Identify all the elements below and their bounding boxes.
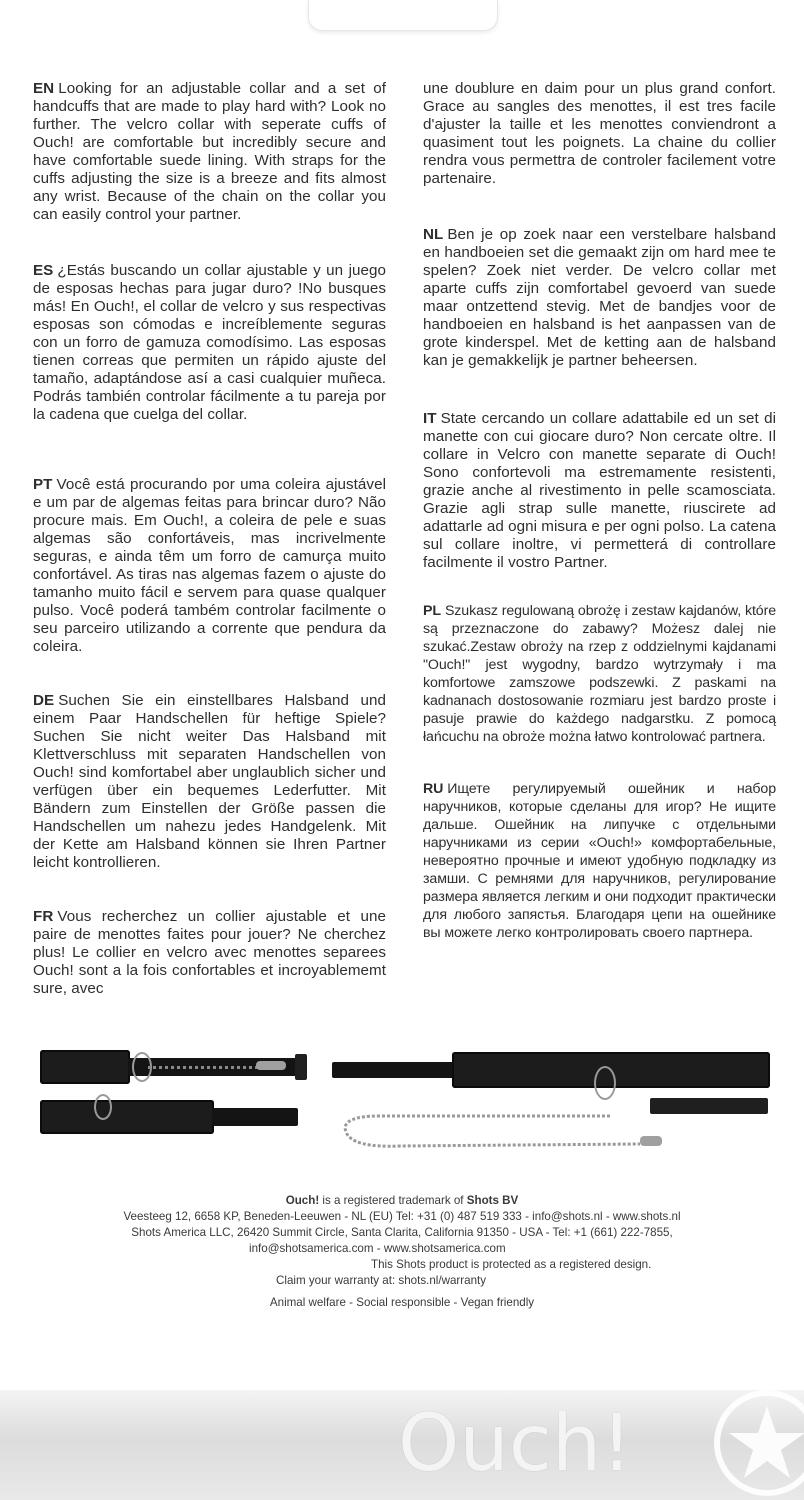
- description-de-text: Suchen Sie ein einstellbares Halsband und einem Paar Handschellen für heftige Spiele? Suchen Sie nicht weiter Das Halsband mit Klettverschluss mit separaten Handschellen von Ouch! sind komfortabel aber unglaublich sicher und verfügen über ein bequemes Lederfutter. Mit Bändern zum Einstellen der Größe passen die Handschellen um nahezu jedes Handgelenk. Mit der Kette am Halsband können sie Ihren Partner leicht kontrollieren.: [33, 692, 386, 871]
- trademark-line: [0, 1193, 804, 1209]
- cuff-strap-bottom: [212, 1108, 298, 1126]
- top-tab: [308, 0, 498, 31]
- welfare-statement: Animal welfare - Social responsible - Vegan friendly: [269, 1296, 535, 1309]
- description-pl: [423, 602, 776, 746]
- trademark-brand: Ouch!: [285, 1194, 320, 1207]
- brand-logo: Ouch!: [398, 1399, 633, 1489]
- description-nl-text: Ben je op zoek naar een verstelbare halsband en handboeien set die gemaakt zijn om hard mee te spelen? Zoek niet verder. De velcro collar met aparte cuffs zijn comfortabel gevoerd van suede maar ontzettend stevig. Met de bandjes voor de handboeien en halsband is het aanpassen van de grote kinderspel. Met de ketting aan de halsband kan je gemakkelijk je partner beheersen.: [423, 226, 776, 369]
- lang-code-en: EN: [33, 80, 55, 97]
- leash-clip: [640, 1136, 662, 1146]
- lang-code-fr: FR: [33, 908, 54, 925]
- trademark-middle: is a registered trademark of: [319, 1194, 467, 1207]
- description-en: [33, 80, 386, 224]
- description-fr-continued-text: une doublure en daim pour un plus grand confort. Grace au sangles des menottes, il est tres facile d'ajuster la taille et les menottes conviendront a quasiment tout les poignets. La chaine du collier rendra vous permettra de controler facilement votre partenaire.: [423, 80, 776, 187]
- collar-ring: [594, 1066, 616, 1100]
- description-nl: [423, 226, 776, 370]
- lang-code-it: IT: [423, 410, 437, 427]
- description-fr-continued: [423, 80, 776, 188]
- leash-handle: [650, 1098, 768, 1114]
- cuff-clip: [256, 1061, 286, 1070]
- lang-code-pl: PL: [423, 603, 441, 619]
- description-fr: [33, 908, 386, 998]
- description-fr-text: Vous recherchez un collier ajustable et une paire de menottes faites pour jouer? Ne cherchez plus! Le collier en velcro avec menottes separees Ouch! sont a la fois confortables et incroyablememt sure, avec: [33, 908, 386, 997]
- cuff-chain: [148, 1066, 258, 1069]
- contact-us: info@shotsamerica.com - www.shotsamerica.com: [249, 1242, 506, 1255]
- description-ru-text: Ищете регулируемый ошейник и набор наручников, которые сделаны для игор? Не ищите дальше. Ошейник на липучке с отдельными наручниками из серии «Ouch!» комфортабельные, невероятно прочные и имеют удобную подкладку из замши. С ремнями для наручников, регулирование размера является легким и они подходит практически для любого запястья. Благодаря цепи на ошейнике вы можете легко контролировать своего партнера.: [423, 781, 776, 941]
- address-nl: Veesteeg 12, 6658 KP, Beneden-Leeuwen - NL (EU) Tel: +31 (0) 487 519 333 - info@shots.nl - www.shots.nl: [123, 1210, 681, 1223]
- lang-code-nl: NL: [423, 226, 444, 243]
- address-us: Shots America LLC, 26420 Summit Circle, Santa Clarita, California 91350 - USA - Tel: +1 (661) 222-7855,: [131, 1226, 673, 1239]
- lang-code-es: ES: [33, 262, 54, 279]
- cuff-pad-bottom: [40, 1100, 214, 1134]
- product-illustration: [0, 1040, 804, 1160]
- description-pt: [33, 476, 386, 656]
- description-pl-text: Szukasz regulowaną obrożę i zestaw kajdanów, które są przeznaczone do zabawy? Możesz dalej nie szukać.Zestaw obroży na rzep z oddzielnymi kajdanami "Ouch!" jest wygodny, bardzo wytrzymały i ma komfortowe zamszowe podszewki. Z paskami na kadnanach dostosowanie rozmiaru jest bardzo proste i pasuje prawie do każdego nadgarstku. Z pomocą łańcuchu na obroże można łatwo kontrolować partnera.: [423, 603, 776, 745]
- cuff-buckle: [295, 1054, 307, 1080]
- warranty-note: Claim your warranty at: shots.nl/warranty: [276, 1274, 487, 1287]
- collar-strap: [332, 1062, 454, 1078]
- leash-chain: [340, 1096, 660, 1156]
- description-it-text: State cercando un collare adattabile ed un set di manette con cui giocare duro? Non cercate oltre. Il collare in Velcro con manette separate di Ouch! Sono confortevoli ma estremamente resistenti, grazie anche al rivestimento in pelle scamosciata. Grazie agli strap sulle manette, riuscirete ad adattarle ad ogni misura e per ogni polso. La catena sul collare inoltre, vi permetterá di controllare facilmente il vostro Partner.: [423, 410, 776, 571]
- cuff-ring-bottom: [94, 1094, 112, 1120]
- star-icon: [712, 1388, 804, 1498]
- lang-code-de: DE: [33, 692, 55, 709]
- description-de: [33, 692, 386, 872]
- description-ru: [423, 780, 776, 942]
- description-es-text: ¿Estás buscando un collar ajustable y un juego de esposas hechas para jugar duro? !No busques más! En Ouch!, el collar de velcro y sus respectivas esposas son cómodas e increíblemente seguras con un forro de gamuza comodísimo. Las esposas tienen correas que permiten un rápido ajuste del tamaño, adaptándose así a casi cualquier muñeca. Podrás también controlar fácilmente a tu pareja por la cadena que cuelga del collar.: [33, 262, 386, 423]
- description-pt-text: Você está procurando por uma coleira ajustável e um par de algemas feitas para brincar duro? Não procure mais. Em Ouch!, a coleira de pele e suas algemas são confortáveis, mas incrivelmente seguras, e ainda têm um forro de camurça muito confortável. As tiras nas algemas fazem o ajuste do tamanho muito fácil e servem para quase qualquer pulso. Você poderá também controlar facilmente o seu parceiro utilizando a corrente que pendura da coleira.: [33, 476, 386, 655]
- footer: [0, 1193, 804, 1289]
- description-es: [33, 262, 386, 424]
- description-it: [423, 410, 776, 572]
- lang-code-pt: PT: [33, 476, 53, 493]
- lang-code-ru: RU: [423, 781, 444, 797]
- trademark-owner: Shots BV: [466, 1194, 519, 1207]
- cuff-pad-top: [40, 1050, 130, 1084]
- description-en-text: Looking for an adjustable collar and a set of handcuffs that are made to play hard with? Look no further. The velcro collar with seperate cuffs of Ouch! are comfortable but incredibly secure and have comfortable suede lining. With straps for the cuffs adjusting the size is a breeze and fits almost any wrist. Because of the chain on the collar you can easily control your partner.: [33, 80, 386, 223]
- design-note: This Shots product is protected as a registered design.: [371, 1258, 652, 1271]
